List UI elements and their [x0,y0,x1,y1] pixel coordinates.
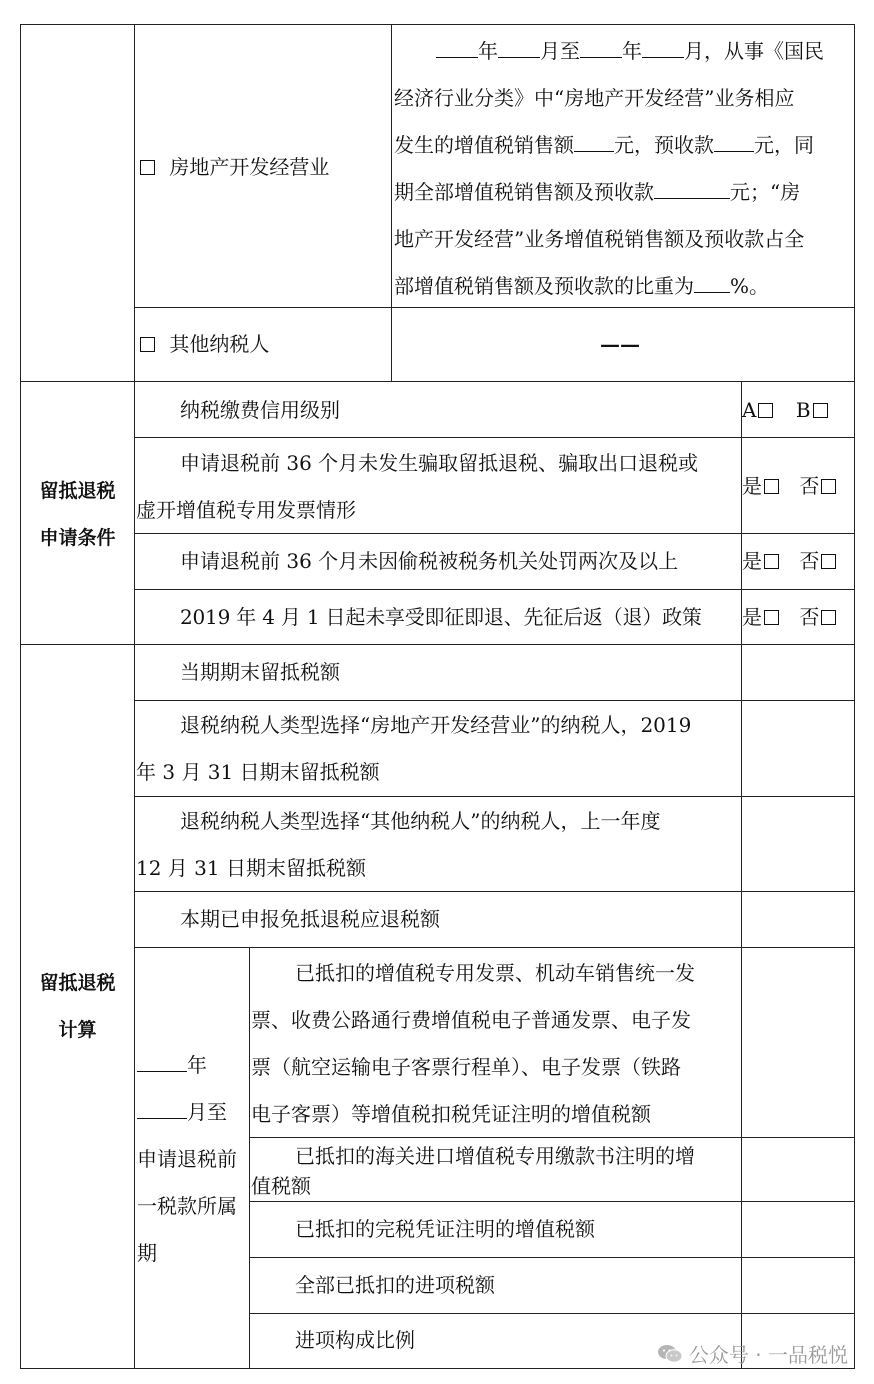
calc-sub-4: 全部已抵扣的进项税额 [295,1273,495,1297]
section-conditions-label: 留抵退税 申请条件 [39,480,116,549]
other-taxpayer-checkbox[interactable] [140,337,155,352]
condition-1-text: 申请退税前 36 个月未发生骗取留抵退税、骗取出口退税或 虚开增值税专用发票情形 [136,451,699,522]
condition-2-yes-checkbox[interactable] [764,554,779,569]
condition-2-text: 申请退税前 36 个月未因偷税被税务机关处罚两次及以上 [180,549,679,573]
blank-start-month[interactable] [498,39,540,58]
realestate-option [138,143,329,191]
blank-end-month[interactable] [642,39,684,58]
blank-period-year[interactable] [137,1053,187,1072]
blank-sales[interactable] [574,133,614,152]
calc-row-2: 退税纳税人类型选择“房地产开发经营业”的纳税人，2019 年 3 月 31 日期末留抵税额 [136,713,692,784]
calc-sub-1: 已抵扣的增值税专用发票、机动车销售统一发 票、收费公路通行费增值税电子普通发票、电子发 票（航空运输电子客票行程单）、电子发票（铁路 电子客票）等增值税扣税凭证注明的增值税额 [251,961,695,1126]
other-taxpayer-label: 其他纳税人 [169,332,270,356]
credit-a-checkbox[interactable] [758,403,773,418]
other-taxpayer-dash: —— [600,332,640,356]
blank-start-year[interactable] [436,39,478,58]
calc-row-3: 退税纳税人类型选择“其他纳税人”的纳税人，上一年度 12 月 31 日期末留抵税额 [136,809,661,880]
condition-3-no-checkbox[interactable] [821,610,836,625]
condition-2-choice: 是 否 [742,537,838,585]
calc-row-4: 本期已申报免抵退税应退税额 [180,907,440,931]
condition-1-choice: 是 否 [742,462,838,510]
condition-3-yes-checkbox[interactable] [764,610,779,625]
condition-2-no-checkbox[interactable] [821,554,836,569]
condition-3-choice: 是 否 [742,593,838,641]
calc-sub-2: 已抵扣的海关进口增值税专用缴款书注明的增 值税额 [251,1144,695,1198]
credit-level-options: A B [742,386,830,434]
period-label: 年 月至 申请退税前 一税款所属 期 [137,1053,237,1265]
credit-level-label: 纳税缴费信用级别 [180,398,340,422]
condition-1-no-checkbox[interactable] [821,479,836,494]
watermark [657,1339,848,1368]
wechat-icon [657,1344,683,1364]
watermark-text: 公众号 · 一品税悦 [688,1343,848,1367]
blank-end-year[interactable] [580,39,622,58]
blank-prepayment[interactable] [714,133,754,152]
calc-sub-5: 进项构成比例 [295,1328,415,1352]
realestate-checkbox[interactable] [140,160,155,175]
other-taxpayer-option [138,320,269,368]
calc-sub-3: 已抵扣的完税凭证注明的增值税额 [295,1217,595,1241]
condition-3-text: 2019 年 4 月 1 日起未享受即征即退、先征后返（退）政策 [180,605,702,629]
realestate-label: 房地产开发经营业 [169,155,330,179]
blank-ratio[interactable] [694,274,730,293]
realestate-description: 年 月至 年 月，从事《国民 经济行业分类》中“房地产开发经营”业务相应 发生的增值税销售额 元，预收款 元，同 期全部增值税销售额及预收款 元；“房 地产开发经营”业务增值税销售额及预收款占全 部增值税销售额及预收款的比重为 %。 [394,39,824,298]
credit-b-checkbox[interactable] [813,403,828,418]
blank-total[interactable] [654,180,730,199]
condition-1-yes-checkbox[interactable] [764,479,779,494]
section-calculation-label: 留抵退税 计算 [39,972,116,1041]
blank-period-month[interactable] [137,1100,187,1119]
calc-row-1: 当期期末留抵税额 [180,660,340,684]
